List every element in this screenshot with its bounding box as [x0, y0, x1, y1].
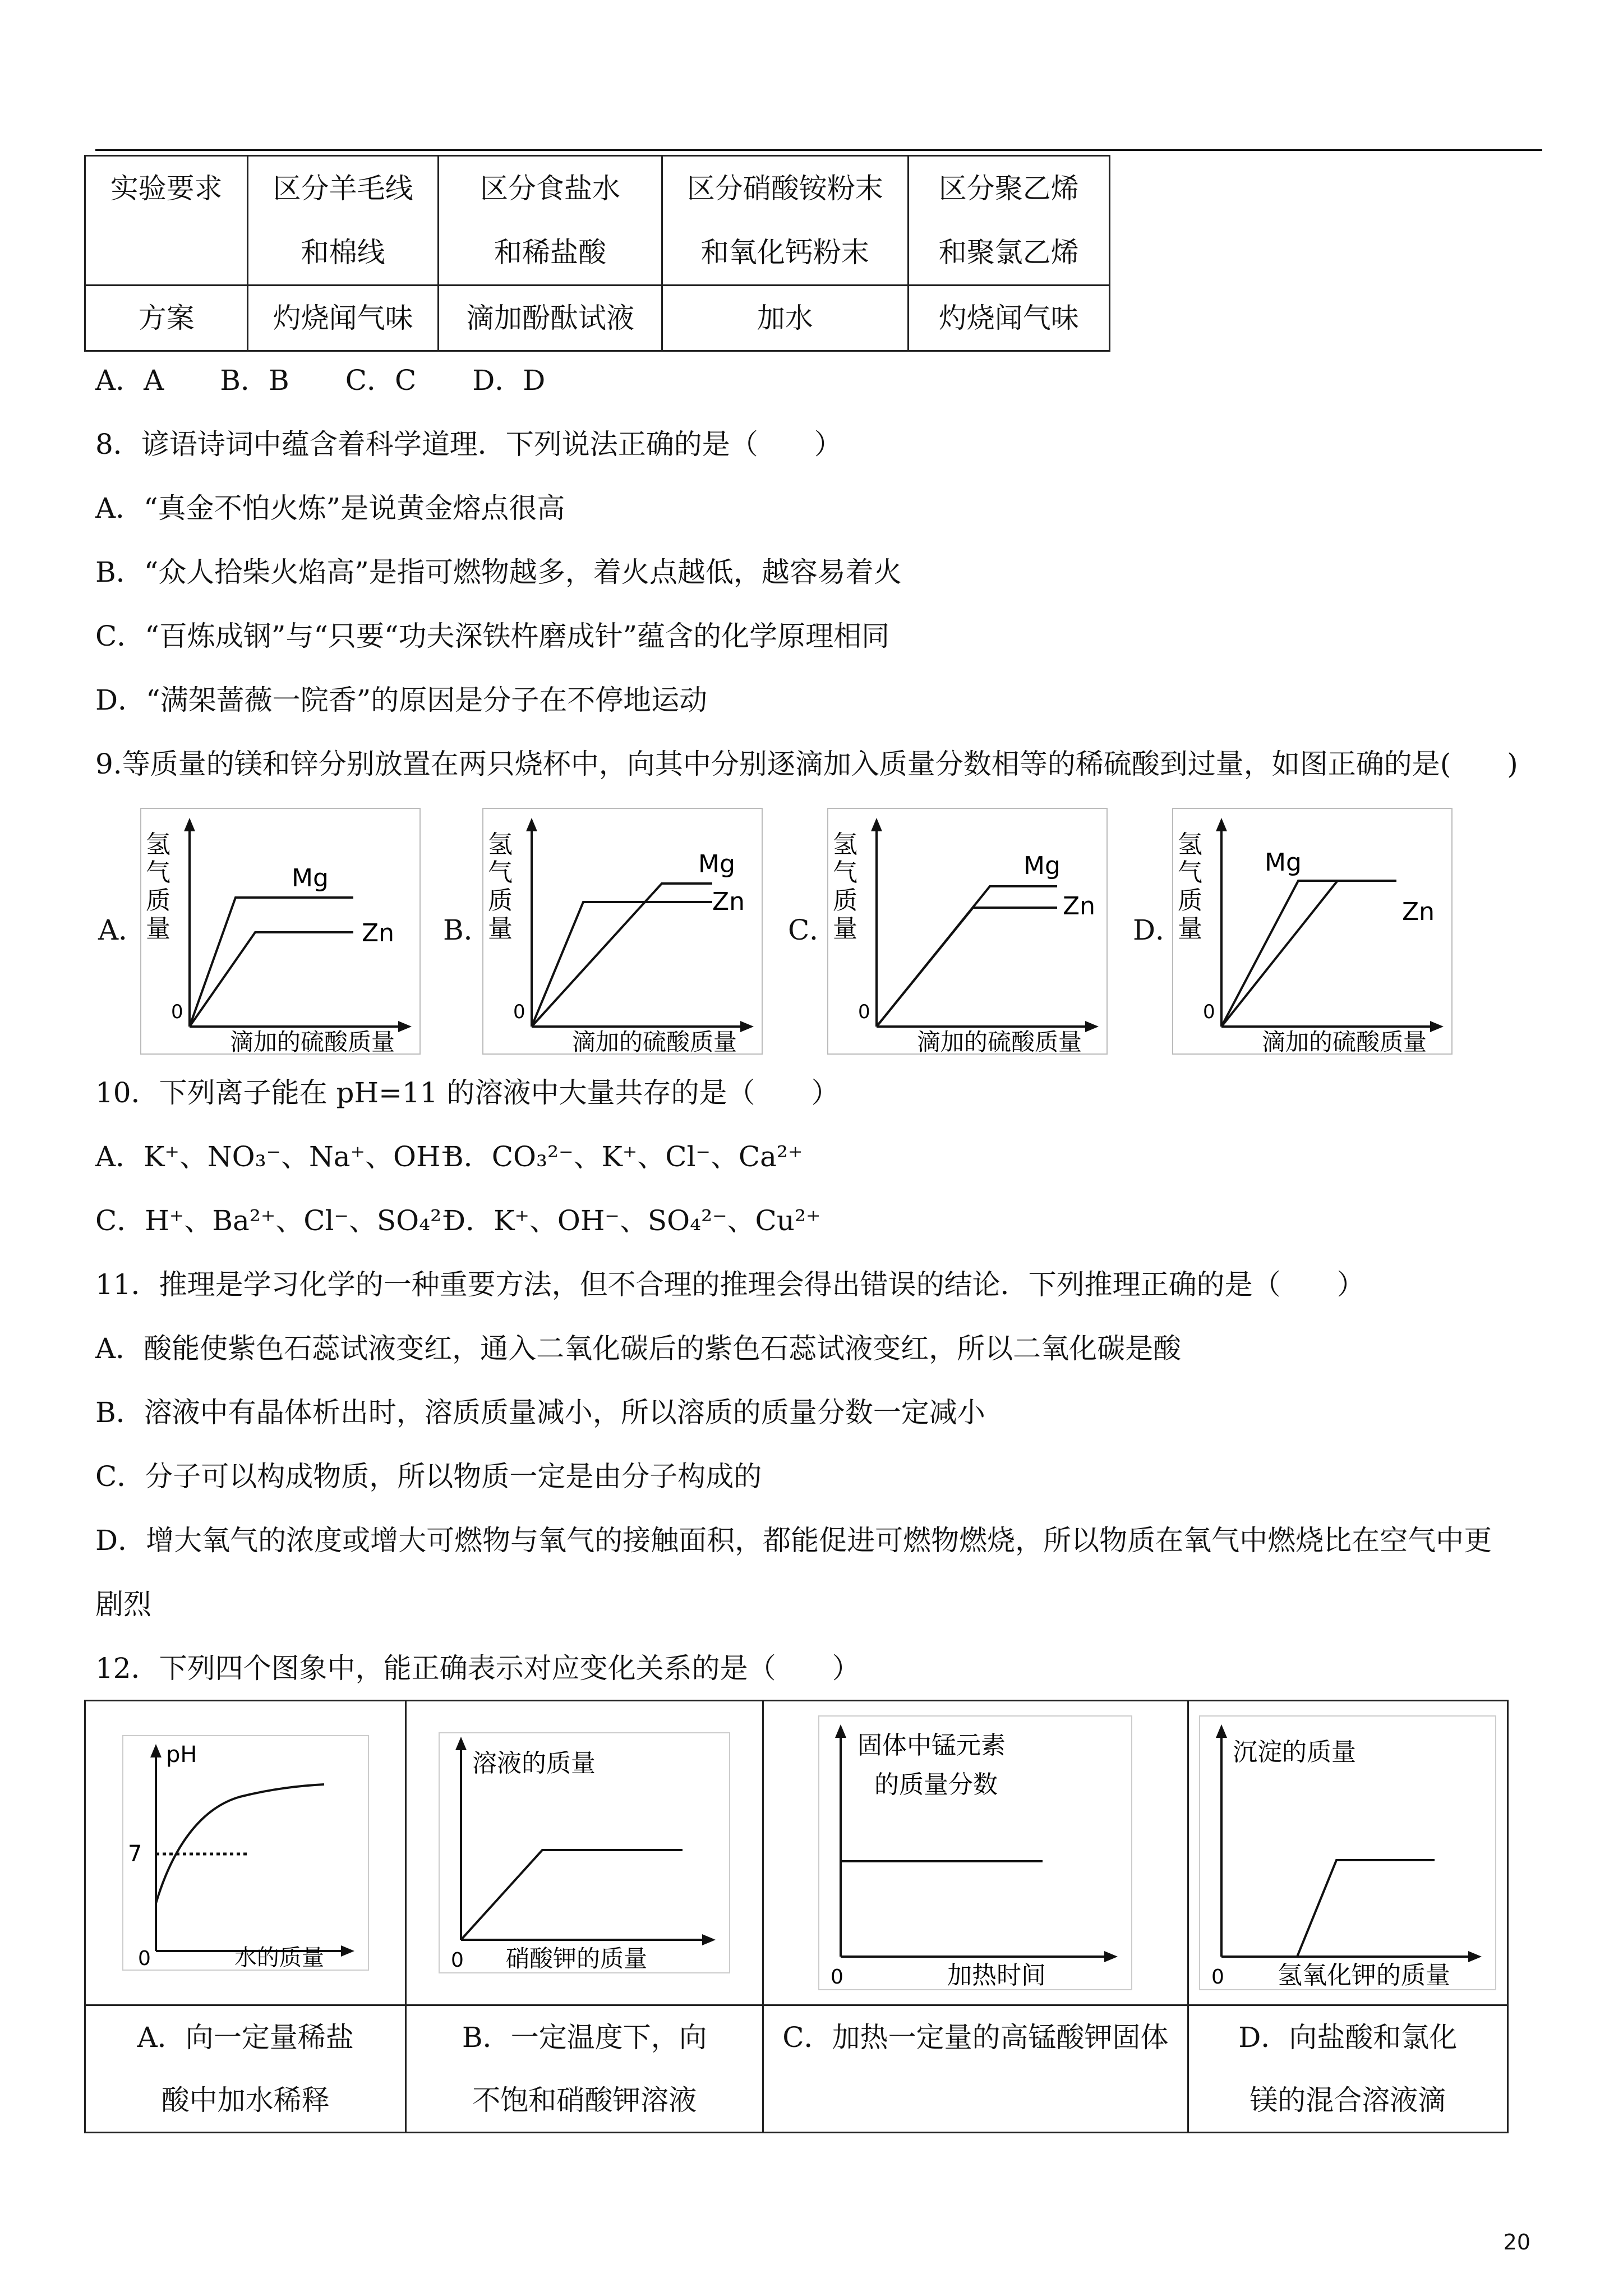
y-axis-label: 气: [488, 858, 513, 887]
y-axis-label: 质: [833, 886, 857, 915]
mg-line: [190, 898, 353, 1027]
caption-line: 不饱和硝酸钾溶液: [472, 2084, 697, 2116]
caption-cell: [406, 2005, 763, 2133]
table-row: [85, 2005, 1508, 2133]
x-axis-label: 滴加的硫酸质量: [572, 1028, 737, 1055]
table-cell: 和聚氯乙烯: [908, 220, 1110, 286]
y-axis-label: 量: [488, 914, 513, 943]
table-cell: [85, 220, 248, 286]
precipitate-line: [1297, 1860, 1435, 1957]
q8-stem: 8．谚语诗词中蕴含着科学道理．下列说法正确的是（ ）: [95, 428, 842, 461]
y-axis-label: pH: [165, 1742, 197, 1768]
origin-label: 0: [171, 1001, 183, 1023]
y-axis-label: 量: [833, 914, 857, 943]
caption-line: A．向一定量稀盐: [137, 2021, 354, 2054]
origin-label: 0: [858, 1001, 870, 1023]
y-axis-label: 量: [1178, 914, 1202, 943]
origin-label: 0: [831, 1966, 844, 1989]
table-cell: [763, 1701, 1188, 2005]
x-axis-label: 滴加的硫酸质量: [1262, 1028, 1427, 1055]
origin-label: 0: [137, 1947, 151, 1970]
q9-graph-c: [827, 808, 1108, 1055]
caption-cell: [1188, 2005, 1507, 2133]
q7-options: A．A B．B C．C D．D: [95, 364, 546, 397]
origin-label: 0: [513, 1001, 525, 1023]
q9-option-a-label: A．: [98, 914, 147, 946]
y-axis-label: 气: [833, 858, 857, 887]
caption-line: D．向盐酸和氯化: [1238, 2021, 1458, 2054]
table-cell: 区分羊毛线: [248, 156, 439, 221]
q9-stem: 9.等质量的镁和锌分别放置在两只烧杯中，向其中分别逐滴加入质量分数相等的稀硫酸到过量，如图正确的是( ): [95, 748, 1518, 780]
mg-label: Mg: [1265, 848, 1302, 877]
y-axis-label: 氢: [146, 830, 170, 859]
zn-label: Zn: [1402, 898, 1435, 926]
mg-label: Mg: [698, 850, 735, 878]
q11-option-a: A．酸能使紫色石蕊试液变红，通入二氧化碳后的紫色石蕊试液变红，所以二氧化碳是酸: [95, 1332, 1182, 1365]
y-axis-label-cont: 的质量分数: [874, 1770, 998, 1799]
table-row: [85, 286, 1110, 351]
q10-option-c: C．H⁺、Ba²⁺、Cl⁻、SO₄²⁻: [95, 1204, 457, 1237]
zn-line: [190, 932, 353, 1027]
caption-line: C．加热一定量的高锰酸钾固体: [782, 2021, 1169, 2054]
ph-seven-label: 7: [127, 1841, 142, 1867]
q10-option-b: B．CO₃²⁻、K⁺、Cl⁻、Ca²⁺: [443, 1140, 803, 1173]
q11-option-c: C．分子可以构成物质，所以物质一定是由分子构成的: [95, 1460, 762, 1493]
zn-line: [877, 908, 1057, 1027]
q9-graph-a: [140, 808, 421, 1055]
table-cell: 方案: [85, 286, 248, 351]
origin-label: 0: [1211, 1966, 1225, 1989]
q8-option-c: C．“百炼成钢”与“只要“功夫深铁杵磨成针”蕴含的化学原理相同: [95, 620, 890, 652]
mg-label: Mg: [1023, 852, 1061, 880]
y-axis-label: 氢: [488, 830, 513, 859]
table-cell: 和棉线: [248, 220, 439, 286]
x-axis-label: 氢氧化钾的质量: [1278, 1961, 1451, 1990]
q9-option-d-label: D．: [1133, 914, 1184, 946]
zn-line: [532, 902, 712, 1027]
table-cell: 灼烧闻气味: [248, 286, 439, 351]
zn-label: Zn: [362, 919, 395, 947]
q12-graph-table: [84, 1700, 1509, 2133]
zn-line: [1221, 881, 1338, 1027]
q12-stem: 12．下列四个图象中，能正确表示对应变化关系的是（ ）: [95, 1652, 860, 1685]
y-axis-label: 氢: [1178, 830, 1202, 859]
y-axis-label: 气: [146, 858, 170, 887]
caption-line: 镁的混合溶液滴: [1249, 2084, 1446, 2116]
x-axis-label: 滴加的硫酸质量: [917, 1028, 1082, 1055]
caption-line: B．一定温度下，向: [462, 2021, 707, 2054]
y-axis-label: 质: [146, 886, 170, 915]
x-axis-label: 硝酸钾的质量: [506, 1945, 648, 1972]
q9-graph-b: [482, 808, 763, 1055]
zn-label: Zn: [1063, 892, 1096, 921]
table-cell: 加水: [662, 286, 908, 351]
table-cell: 区分硝酸铵粉末: [662, 156, 908, 221]
q11-option-b: B．溶液中有晶体析出时，溶质质量减小，所以溶质的质量分数一定减小: [95, 1396, 985, 1429]
experiment-table: [84, 155, 1110, 352]
y-axis-label: 固体中锰元素: [857, 1731, 1006, 1760]
origin-label: 0: [1203, 1001, 1215, 1023]
caption-cell: [763, 2005, 1188, 2133]
q9-graph-d: [1172, 808, 1453, 1055]
table-row: [85, 1701, 1508, 2005]
caption-cell: [85, 2005, 406, 2133]
y-axis-label: 气: [1178, 858, 1202, 887]
q9-option-c-label: C．: [788, 914, 838, 946]
solution-line: [461, 1850, 683, 1940]
table-cell: [406, 1701, 763, 2005]
q10-option-d: D．K⁺、OH⁻、SO₄²⁻、Cu²⁺: [443, 1204, 821, 1237]
caption-line: 酸中加水稀释: [161, 2084, 330, 2116]
table-cell: 和稀盐酸: [438, 220, 662, 286]
y-axis-label: 质: [488, 886, 513, 915]
y-axis-label: 沉淀的质量: [1233, 1738, 1357, 1766]
table-cell: 灼烧闻气味: [908, 286, 1110, 351]
table-cell: 区分聚乙烯: [908, 156, 1110, 221]
q8-option-d: D．“满架蔷薇一院香”的原因是分子在不停地运动: [95, 684, 708, 716]
mg-line: [1221, 881, 1396, 1027]
y-axis-label: 溶液的质量: [472, 1749, 596, 1778]
x-axis-label: 滴加的硫酸质量: [230, 1028, 395, 1055]
mg-line: [532, 884, 712, 1027]
table-cell: [85, 1701, 406, 2005]
y-axis-label: 质: [1178, 886, 1202, 915]
q11-option-d: D．增大氧气的浓度或增大可燃物与氧气的接触面积，都能促进可燃物燃烧，所以物质在氧气中燃烧比在空气中更: [95, 1524, 1492, 1557]
x-axis-label: 加热时间: [947, 1961, 1046, 1990]
origin-label: 0: [451, 1949, 464, 1972]
q8-option-a: A．“真金不怕火炼”是说黄金熔点很高: [95, 492, 565, 524]
q12-graph-c: [818, 1715, 1132, 1990]
zn-label: Zn: [712, 887, 745, 916]
q9-option-b-label: B．: [443, 914, 492, 946]
table-cell: 和氧化钙粉末: [662, 220, 908, 286]
q11-option-d-cont: 剧烈: [95, 1588, 151, 1621]
q12-graph-b: [439, 1732, 730, 1973]
table-cell: [1188, 1701, 1507, 2005]
q11-stem: 11．推理是学习化学的一种重要方法，但不合理的推理会得出错误的结论．下列推理正确的是（ ）: [95, 1268, 1365, 1301]
table-cell: 滴加酚酞试液: [438, 286, 662, 351]
header-rule: [95, 149, 1542, 151]
q10-stem: 10．下列离子能在 pH=11 的溶液中大量共存的是（ ）: [95, 1076, 840, 1109]
q10-option-a: A．K⁺、NO₃⁻、Na⁺、OH⁻: [95, 1140, 455, 1173]
page-number: 20: [1503, 2230, 1530, 2254]
table-row: [85, 156, 1110, 221]
q12-graph-a: [122, 1735, 369, 1971]
q12-graph-d: [1199, 1715, 1496, 1990]
y-axis-label: 氢: [833, 830, 857, 859]
table-row: [85, 220, 1110, 286]
q8-option-b: B．“众人拾柴火焰高”是指可燃物越多，着火点越低，越容易着火: [95, 556, 902, 588]
table-cell: 区分食盐水: [438, 156, 662, 221]
ph-curve: [156, 1784, 324, 1903]
y-axis-label: 量: [146, 914, 170, 943]
table-cell: 实验要求: [85, 156, 248, 221]
mg-label: Mg: [292, 864, 329, 892]
x-axis-label: 水的质量: [234, 1945, 324, 1971]
